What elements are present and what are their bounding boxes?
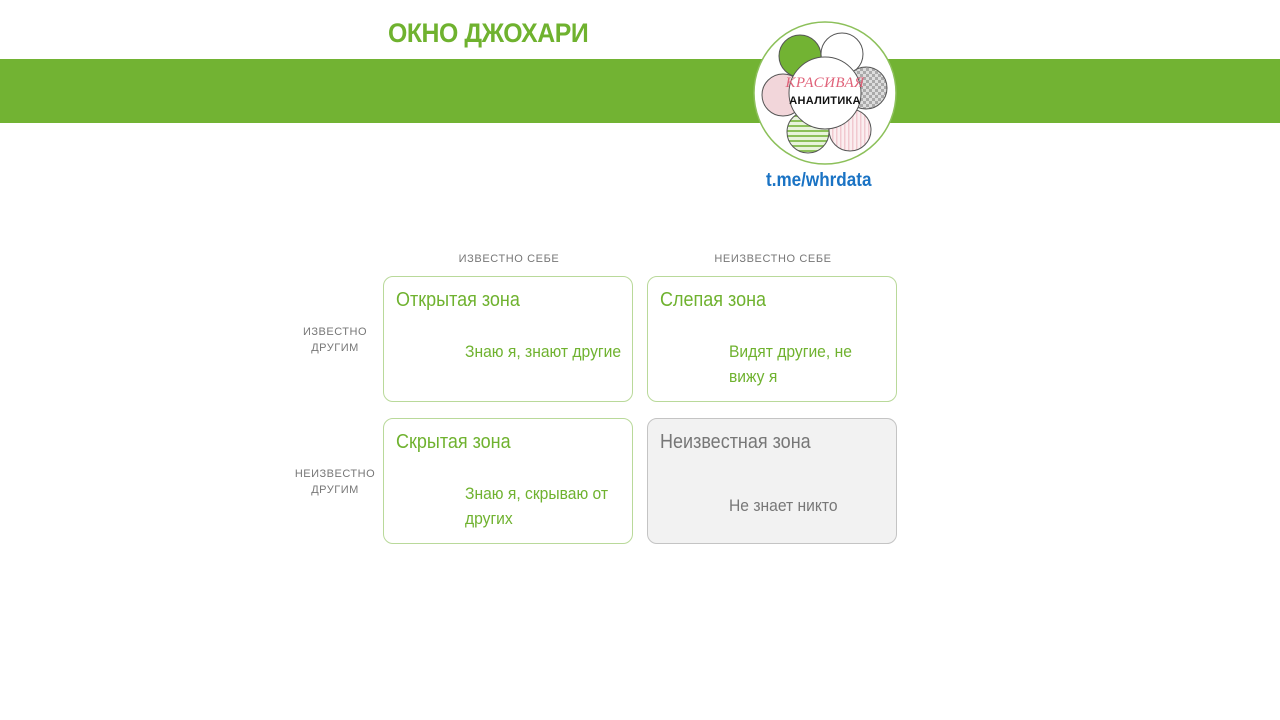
zone-open — [383, 276, 633, 402]
row-header-known-others — [290, 324, 380, 356]
page-title: ОКНО ДЖОХАРИ — [388, 18, 589, 48]
row-header-line: ИЗВЕСТНО — [302, 326, 368, 338]
logo-line-1: КРАСИВАЯ — [785, 75, 865, 91]
zone-description: Не знает никто — [729, 496, 838, 515]
logo-line-2: АНАЛИТИКА — [789, 95, 861, 107]
logo — [752, 20, 898, 166]
row-header-line: ДРУГИМ — [311, 484, 359, 496]
zone-hidden — [383, 418, 633, 544]
zone-description: Знаю я, знают другие — [465, 342, 622, 361]
header-band — [0, 59, 1280, 123]
row-header-unknown-others — [290, 466, 380, 498]
telegram-link[interactable]: t.me/whrdata — [766, 170, 872, 191]
row-header-line: НЕИЗВЕСТНО — [294, 468, 376, 480]
zone-description: Видят другие, не вижу я — [729, 342, 852, 386]
zone-blind — [647, 276, 897, 402]
zone-title: Открытая зона — [396, 289, 520, 311]
column-header-known-self: ИЗВЕСТНО СЕБЕ — [458, 253, 560, 265]
column-header-unknown-self: НЕИЗВЕСТНО СЕБЕ — [714, 253, 832, 265]
row-header-line: ДРУГИМ — [311, 342, 359, 354]
zone-description: Знаю я, скрываю от других — [465, 484, 609, 528]
zone-unknown — [647, 418, 897, 544]
zone-title: Неизвестная зона — [660, 431, 811, 453]
zone-title: Слепая зона — [660, 289, 767, 311]
logo-flower-icon — [752, 20, 898, 166]
zone-title: Скрытая зона — [396, 431, 511, 453]
